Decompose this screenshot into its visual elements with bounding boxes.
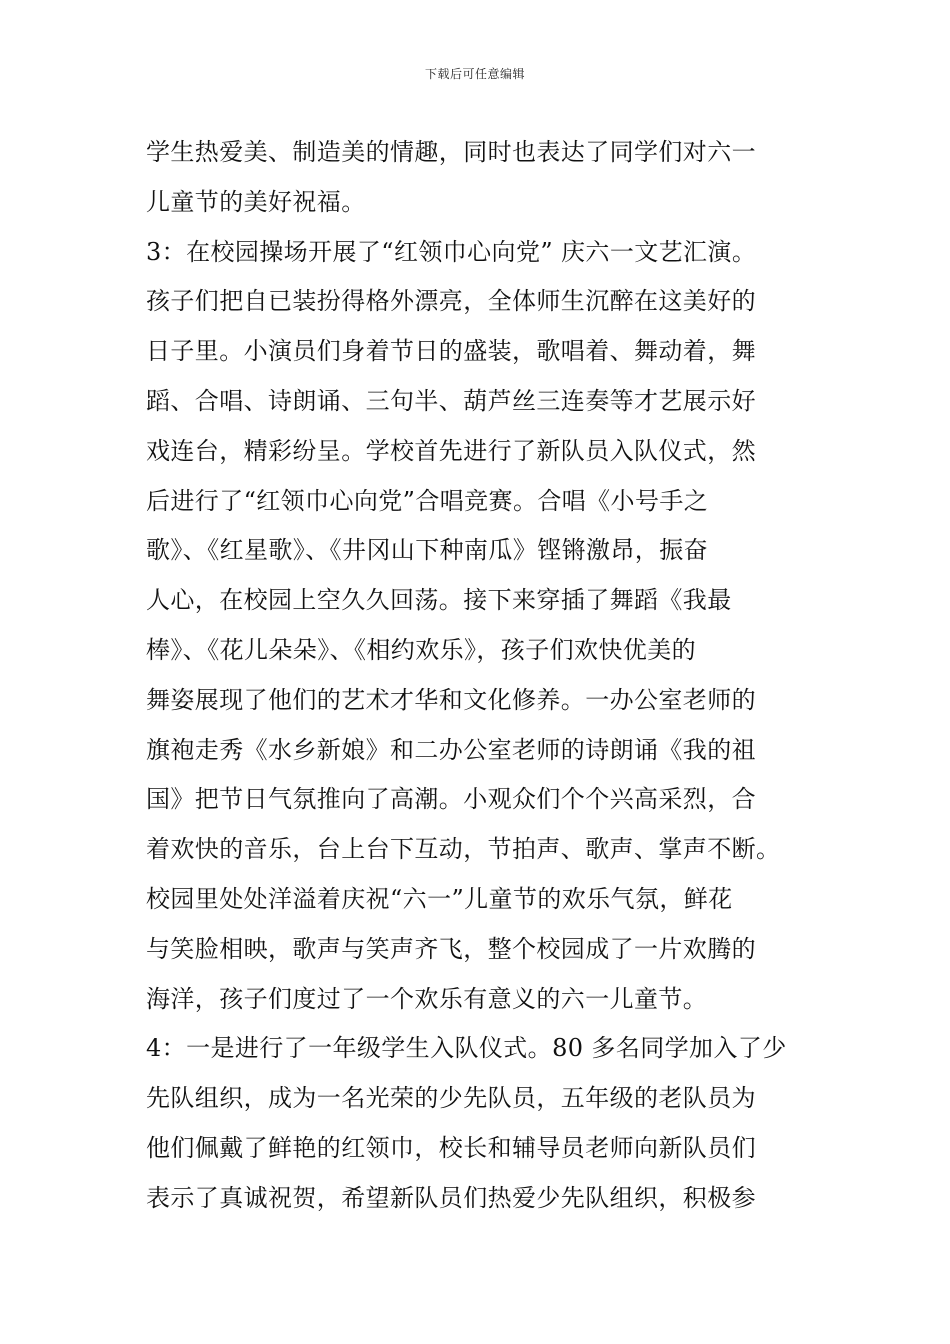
text-line: 国》把节日气氛推向了高潮。小观众们个个兴高采烈，合 [146, 785, 756, 814]
page-header: 下载后可任意编辑 [424, 67, 525, 81]
text-line: 4：一是进行了一年级学生入队仪式。80 多名同学加入了少 [146, 1034, 787, 1063]
text-line: 儿童节的美好祝福。 [146, 187, 366, 216]
text-line: 舞姿展现了他们的艺术才华和文化修养。一办公室老师的 [146, 685, 756, 714]
text-line: 表示了真诚祝贺，希望新队员们热爱少先队组织，积极参 [146, 1183, 756, 1212]
text-line: 日子里。小演员们身着节日的盛装，歌唱着、舞动着，舞 [146, 337, 756, 366]
text-line: 人心，在校园上空久久回荡。接下来穿插了舞蹈《我最 [146, 586, 732, 615]
text-line: 孩子们把自已装扮得格外漂亮，全体师生沉醉在这美好的 [146, 287, 756, 316]
text-line: 蹈、合唱、诗朗诵、三句半、葫芦丝三连奏等才艺展示好 [146, 386, 756, 415]
text-line: 后进行了“红领巾心向党”合唱竞赛。合唱《小号手之 [146, 486, 709, 515]
text-line: 歌》、《红星歌》、《井冈山下种南瓜》铿锵激昂，振奋 [146, 536, 708, 565]
text-line: 学生热爱美、制造美的情趣，同时也表达了同学们对六一 [146, 138, 756, 166]
text-line: 校园里处处洋溢着庆祝“六一”儿童节的欢乐气氛，鲜花 [146, 884, 733, 913]
body-text [146, 128, 816, 1224]
text-line: 先队组织，成为一名光荣的少先队员，五年级的老队员为 [146, 1084, 756, 1113]
text-line: 与笑脸相映，歌声与笑声齐飞，整个校园成了一片欢腾的 [146, 934, 756, 963]
text-line: 着欢快的音乐，台上台下互动，节拍声、歌声、掌声不断。 [146, 835, 781, 864]
text-line: 戏连台，精彩纷呈。学校首先进行了新队员入队仪式，然 [146, 436, 756, 465]
text-line: 3：在校园操场开展了“红领巾心向党” 庆六一文艺汇演。 [146, 237, 757, 266]
text-line: 海洋，孩子们度过了一个欢乐有意义的六一儿童节。 [146, 984, 708, 1013]
text-line: 他们佩戴了鲜艳的红领巾，校长和辅导员老师向新队员们 [146, 1133, 756, 1162]
text-line: 棒》、《花儿朵朵》、《相约欢乐》，孩子们欢快优美的 [146, 635, 696, 664]
text-line: 旗袍走秀《水乡新娘》和二办公室老师的诗朗诵《我的祖 [146, 735, 756, 764]
